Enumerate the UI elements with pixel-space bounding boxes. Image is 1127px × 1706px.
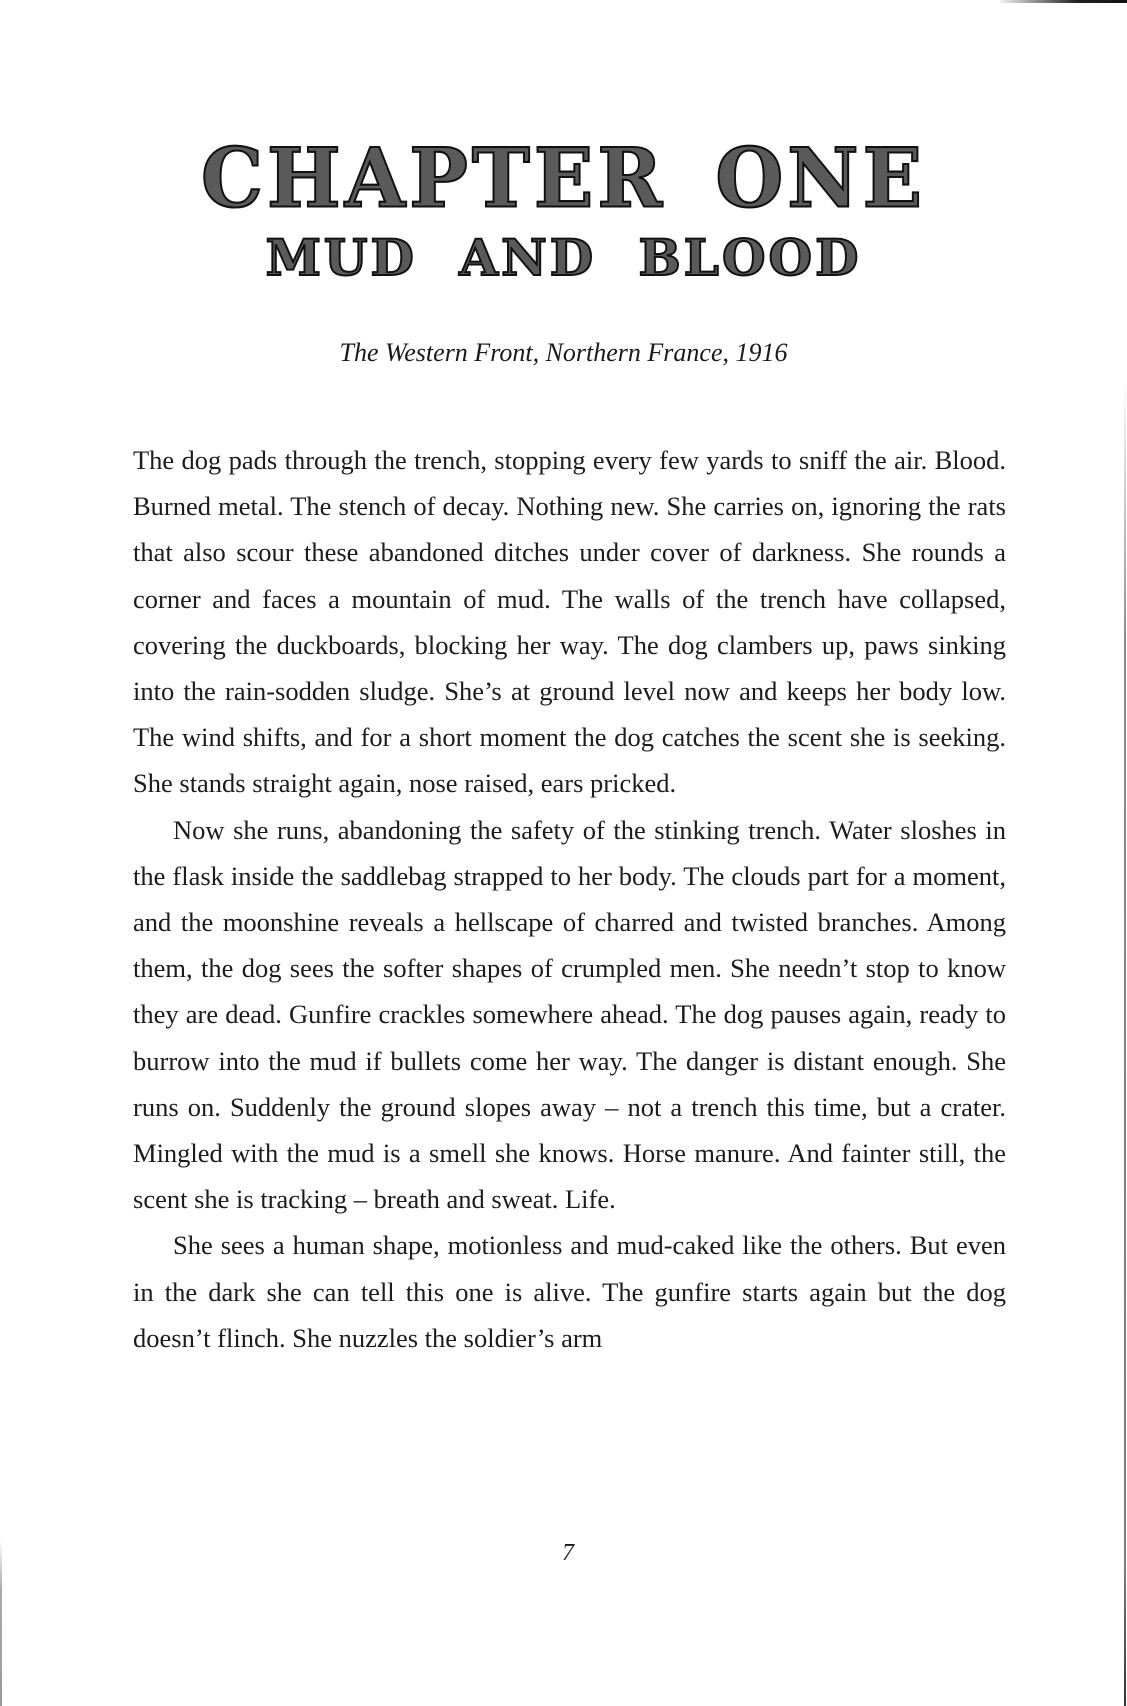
paragraph: Now she runs, abandoning the safety of the stinking trench. Water sloshes in the flask inside the saddlebag strapped to her body. The clouds part for a moment, and the moonshine reveals a hellscape of charred and twisted branches. Among them, the dog sees the softer shapes of crumpled men. She needn’t stop to know they are dead. Gunfire crackles somewhere ahead. The dog pauses again, ready to burrow into the mud if bullets come her way. The danger is distant enough. She runs on. Suddenly the ground slopes away – not a trench this time, but a crater. Mingled with the mud is a smell she knows. Horse manure. And fainter still, the scent she is tracking – breath and sweat. Life. xyxy=(133,814,1006,1215)
paragraph: The dog pads through the trench, stopping every few yards to sniff the air. Blood. Burned metal. The stench of decay. Nothing new. She carries on, ignoring the rats that also scour these abandoned ditches under cover of darkness. She rounds a corner and faces a mountain of mud. The walls of the trench have collapsed, covering the duckboards, blocking her way. The dog clambers up, paws sinking into the rain-sodden sludge. She’s at ground level now and keeps her body low. The wind shifts, and for a short moment the dog catches the scent she is seeking. She stands straight again, nose raised, ears pricked. xyxy=(133,445,1006,799)
chapter-number-heading: CHAPTER ONE xyxy=(200,130,927,227)
dateline: The Western Front, Northern France, 1916 xyxy=(339,338,788,367)
paragraph: She sees a human shape, motionless and mud-caked like the others. But even in the dark she can tell this one is alive. The gunfire starts again but the dog doesn’t flinch. She nuzzles the soldier’s arm xyxy=(133,1230,1006,1353)
body-text xyxy=(133,437,1006,1361)
page-number: 7 xyxy=(562,1540,574,1566)
scan-edge-top xyxy=(1000,0,1127,3)
chapter-title-heading: MUD AND BLOOD xyxy=(265,228,862,287)
scan-edge-right xyxy=(1124,380,1126,1706)
